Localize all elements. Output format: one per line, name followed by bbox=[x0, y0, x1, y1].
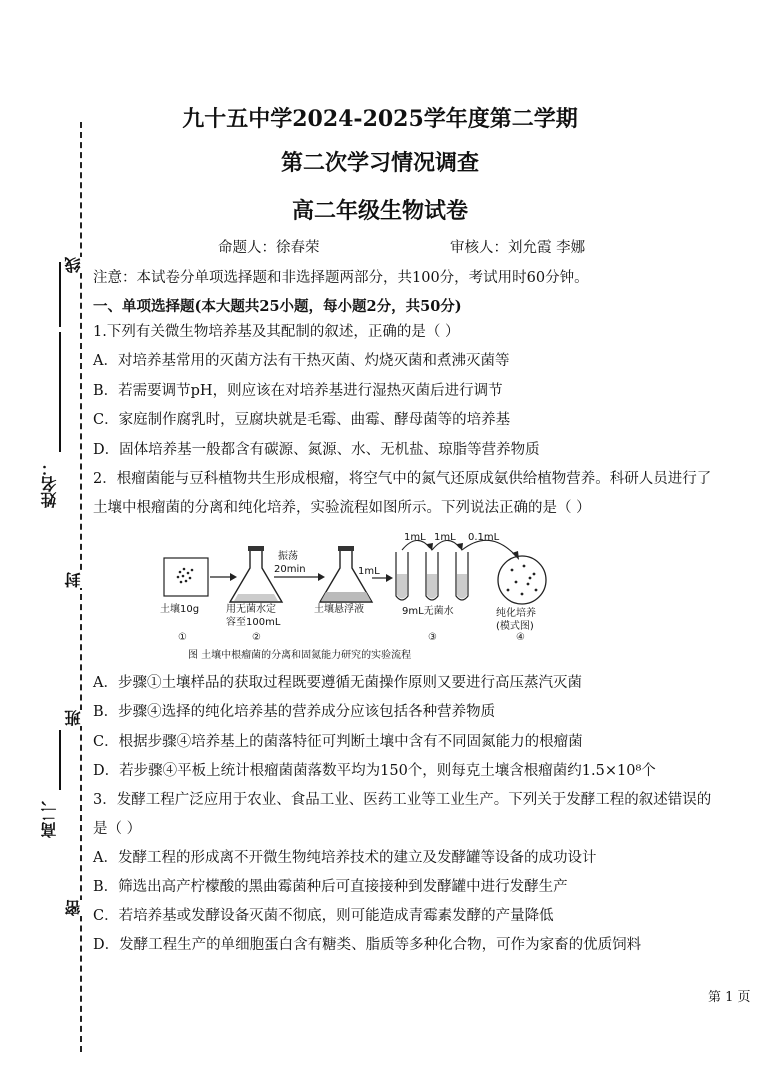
soil-label: 土壤10g bbox=[160, 604, 200, 615]
q3-stem-line2: 是（ ） bbox=[93, 821, 142, 837]
section-heading: 一、单项选择题(本大题共25小题，每小题2分，共50分) bbox=[93, 298, 462, 315]
q1-option-b: B．若需要调节pH，则应该在对培养基进行湿热灭菌后进行调节 bbox=[93, 383, 503, 399]
class-underline bbox=[59, 730, 61, 790]
q2-option-a: A．步骤①土壤样品的获取过程既要遵循无菌操作原则又要进行高压蒸汽灭菌 bbox=[93, 675, 582, 691]
q3-option-d: D．发酵工程生产的单细胞蛋白含有糖类、脂质等多种化合物，可作为家畜的优质饲料 bbox=[93, 937, 642, 953]
colonies bbox=[507, 565, 538, 596]
flask1-label-line1: 用无菌水定 bbox=[226, 604, 276, 615]
reviewer: 审核人：刘允霞 李娜 bbox=[450, 240, 586, 256]
q3-option-c: C．若培养基或发酵设备灭菌不彻底，则可能造成青霉素发酵的产量降低 bbox=[93, 908, 554, 924]
q3-stem-line1: 3．发酵工程广泛应用于农业、食品工业、医药工业等工业生产。下列关于发酵工程的叙述错误的 bbox=[93, 792, 712, 808]
q1-stem: 1.下列有关微生物培养基及其配制的叙述，正确的是（ ） bbox=[93, 324, 460, 340]
tube-transfer-1: 1mL bbox=[404, 532, 426, 543]
q1-option-c: C．家庭制作腐乳时，豆腐块就是毛霉、曲霉、酵母菌等的培养基 bbox=[93, 412, 511, 428]
side-grade-label: 高二、 bbox=[40, 790, 59, 838]
author: 命题人：徐春荣 bbox=[218, 240, 320, 256]
binding-line-top bbox=[59, 262, 61, 327]
shake-time: 20min bbox=[274, 564, 306, 575]
exam-title: 高二年级生物试卷 bbox=[291, 198, 468, 224]
q1-option-a: A．对培养基常用的灭菌方法有干热灭菌、灼烧灭菌和煮沸灭菌等 bbox=[93, 353, 510, 369]
step3-label: ③ bbox=[428, 632, 437, 643]
step2-label: ② bbox=[252, 632, 261, 643]
flask1-label-line2: 容至100mL bbox=[226, 617, 281, 628]
step1-label: ① bbox=[178, 632, 187, 643]
q2-option-d: D．若步骤④平板上统计根瘤菌菌落数平均为150个，则每克土壤含根瘤菌约1.5×10⁸个 bbox=[93, 763, 656, 779]
q2-option-b: B．步骤④选择的纯化培养基的营养成分应该包括各种营养物质 bbox=[93, 704, 496, 720]
side-class-char: 班 bbox=[64, 710, 83, 726]
transfer-volume: 1mL bbox=[358, 566, 380, 577]
tubes-label: 9mL无菌水 bbox=[402, 606, 454, 617]
survey-title: 第二次学习情况调查 bbox=[280, 150, 479, 176]
q3-option-a: A．发酵工程的形成离不开微生物纯培养技术的建立及发酵罐等设备的成功设计 bbox=[93, 850, 597, 866]
school-title: 九十五中学2024-2025学年度第二学期 bbox=[182, 106, 578, 132]
plate-label-line2: (模式图) bbox=[496, 621, 534, 632]
q2-stem-line2: 土壤中根瘤菌的分离和纯化培养，实验流程如图所示。下列说法正确的是（ ） bbox=[93, 500, 591, 516]
experiment-flow-figure bbox=[150, 522, 570, 666]
soil-particles bbox=[177, 568, 194, 584]
plate-label-line1: 纯化培养 bbox=[496, 608, 536, 619]
q2-option-c: C．根据步骤④培养基上的菌落特征可判断土壤中含有不同固氮能力的根瘤菌 bbox=[93, 734, 583, 750]
side-name-label: 姓名： bbox=[40, 460, 59, 508]
q3-option-b: B．筛选出高产柠檬酸的黑曲霉菌种后可直接接种到发酵罐中进行发酵生产 bbox=[93, 879, 568, 895]
soil-sample-box bbox=[164, 558, 208, 596]
tube-transfer-2: 1mL bbox=[434, 532, 456, 543]
side-line-char: 线 bbox=[64, 257, 83, 273]
shake-label: 振荡 bbox=[278, 551, 298, 562]
petri-dish bbox=[498, 556, 546, 604]
figure-caption: 图 土壤中根瘤菌的分离和固氮能力研究的实验流程 bbox=[188, 650, 412, 661]
side-seal-char: 封 bbox=[64, 572, 83, 588]
page-number: 第 1 页 bbox=[708, 990, 751, 1005]
plate-transfer: 0.1mL bbox=[468, 532, 500, 543]
q1-option-d: D．固体培养基一般都含有碳源、氮源、水、无机盐、琼脂等营养物质 bbox=[93, 442, 540, 458]
side-mi-char: 密 bbox=[64, 900, 83, 916]
notice: 注意：本试卷分单项选择题和非选择题两部分，共100分，考试用时60分钟。 bbox=[93, 270, 589, 286]
name-underline bbox=[59, 332, 61, 452]
q2-stem-line1: 2．根瘤菌能与豆科植物共生形成根瘤，将空气中的氮气还原成氨供给植物营养。科研人员进行了 bbox=[93, 471, 712, 487]
flask2-label: 土壤悬浮液 bbox=[314, 604, 364, 615]
step4-label: ④ bbox=[516, 632, 525, 643]
